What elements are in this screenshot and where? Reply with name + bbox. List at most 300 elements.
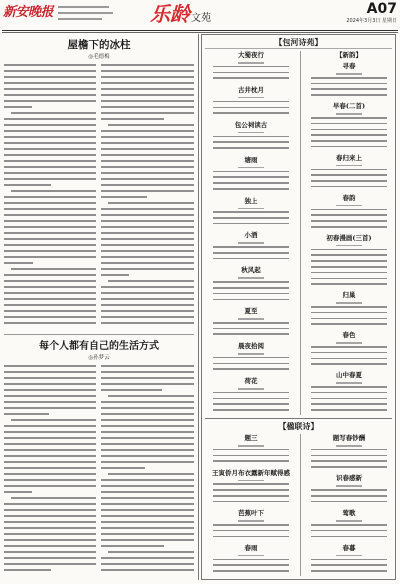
verse-line — [311, 346, 386, 348]
verse-line — [311, 220, 386, 222]
text-line — [4, 365, 96, 367]
text-line — [4, 208, 96, 210]
poem-title: 秋风起 — [241, 266, 261, 275]
text-line — [4, 262, 33, 264]
text-line — [101, 407, 194, 409]
poem-author-line — [238, 555, 264, 557]
verse-line — [311, 352, 386, 354]
text-line — [101, 250, 194, 252]
verse-line — [213, 536, 288, 538]
poem-author-line — [336, 113, 362, 115]
text-line — [101, 557, 194, 559]
poem — [302, 331, 396, 369]
text-line — [11, 268, 96, 270]
verse-line — [311, 140, 386, 142]
poem-author-line — [238, 445, 264, 447]
page-number: A07 — [366, 1, 397, 17]
text-line — [101, 298, 194, 300]
text-line — [101, 220, 194, 222]
text-line — [101, 70, 194, 72]
verse-line — [311, 226, 386, 228]
verse-line — [213, 357, 288, 359]
text-line — [101, 190, 194, 192]
text-line — [11, 419, 96, 421]
article-body-column — [101, 64, 194, 330]
verse-line — [311, 146, 386, 148]
verse-line — [213, 252, 288, 254]
poem-title: 荷花 — [244, 377, 258, 385]
text-line — [101, 148, 194, 150]
poem-author-line — [238, 318, 264, 320]
text-line — [4, 160, 96, 162]
text-line — [101, 76, 194, 78]
poem-author-line — [336, 445, 362, 447]
text-line — [4, 82, 96, 84]
verse-line — [213, 182, 288, 184]
text-line — [101, 479, 194, 481]
verse-line — [213, 217, 288, 219]
poem — [204, 342, 298, 374]
text-line — [101, 449, 194, 451]
verse-line — [311, 180, 386, 182]
verse-line — [311, 214, 386, 216]
poem-title: 独上 — [244, 196, 258, 205]
verse-line — [213, 363, 288, 365]
text-line — [101, 455, 194, 457]
poem-author-line — [238, 353, 264, 355]
text-line — [101, 214, 194, 216]
verse-line — [213, 564, 288, 566]
text-line — [101, 383, 194, 385]
poem-title: 夏至 — [244, 307, 258, 316]
text-line — [4, 491, 32, 493]
poem — [302, 234, 396, 289]
verse-line — [311, 392, 386, 394]
poem — [204, 509, 298, 541]
text-line — [4, 473, 96, 475]
verse-line — [311, 501, 386, 503]
verse-line — [311, 254, 386, 256]
text-line — [4, 425, 96, 427]
text-line — [4, 310, 96, 312]
text-line — [101, 130, 194, 132]
poem-author-line — [238, 480, 264, 482]
text-line — [101, 166, 194, 168]
text-line — [4, 148, 96, 150]
verse-line — [311, 559, 386, 561]
verse-line — [311, 536, 386, 538]
verse-line — [213, 392, 288, 394]
text-line — [4, 256, 96, 258]
text-line — [101, 64, 194, 66]
verse-line — [213, 495, 288, 497]
text-line — [4, 118, 96, 120]
text-line — [4, 142, 96, 144]
text-line — [4, 166, 96, 168]
text-line — [101, 419, 194, 421]
masthead-info — [58, 6, 113, 24]
article-title: 屋檐下的冰柱 — [67, 39, 131, 51]
text-line — [4, 569, 51, 571]
verse-line — [213, 333, 288, 335]
text-line — [101, 100, 194, 102]
verse-line — [213, 530, 288, 532]
text-line — [4, 455, 96, 457]
text-line — [11, 497, 96, 499]
verse-line — [311, 495, 386, 497]
poem-author-line — [238, 388, 264, 390]
section-title — [150, 2, 211, 31]
verse-line — [213, 72, 288, 74]
verse-line — [213, 107, 288, 109]
text-line — [4, 280, 96, 282]
text-line — [101, 539, 194, 541]
verse-line — [213, 136, 288, 138]
poem-author-line — [238, 62, 264, 64]
text-line — [101, 208, 194, 210]
article-author: ◎毛德梅 — [88, 54, 110, 60]
text-line — [108, 473, 194, 475]
text-line — [101, 545, 164, 547]
poem-author-line — [238, 520, 264, 522]
poem-author-line — [238, 277, 264, 279]
text-line — [101, 160, 194, 162]
text-line — [101, 196, 147, 198]
column-divider — [198, 34, 199, 580]
text-line — [101, 316, 194, 318]
poem-author-line — [336, 520, 362, 522]
text-line — [4, 551, 96, 553]
poem-title: 古井枕月 — [238, 85, 264, 94]
text-line — [101, 413, 194, 415]
poem-author-line — [336, 165, 362, 167]
poem-title: 芭蕉叶下 — [238, 509, 264, 518]
verse-line — [311, 403, 386, 405]
text-line — [58, 12, 113, 14]
text-line — [4, 371, 96, 373]
text-line — [101, 431, 194, 433]
verse-line — [213, 281, 288, 283]
verse-line — [213, 489, 288, 491]
verse-line — [213, 403, 288, 405]
poem-author-line — [336, 245, 362, 247]
text-line — [101, 304, 194, 306]
issue-date: 2024年3月3日 星期日 — [346, 18, 397, 24]
poem — [302, 544, 396, 576]
verse-line — [213, 188, 288, 190]
verse-line — [213, 101, 288, 103]
article-title: 每个人都有自己的生活方式 — [39, 341, 159, 352]
verse-line — [213, 398, 288, 400]
verse-line — [213, 293, 288, 295]
column-divider — [300, 51, 301, 415]
poem-author-line — [336, 302, 362, 304]
poem — [204, 156, 298, 194]
text-line — [108, 551, 194, 553]
poem — [204, 434, 298, 466]
poetry-section-header: 【包河诗苑】 — [274, 37, 323, 47]
text-line — [4, 316, 96, 318]
verse-line — [213, 171, 288, 173]
text-line — [4, 76, 96, 78]
poem — [302, 474, 396, 506]
verse-line — [213, 147, 288, 149]
text-line — [4, 437, 96, 439]
text-line — [4, 136, 96, 138]
poem — [204, 377, 298, 415]
text-line — [101, 503, 194, 505]
verse-line — [311, 129, 386, 131]
text-line — [101, 401, 194, 403]
poem-title: 春暮 — [342, 543, 356, 552]
verse-line — [311, 174, 386, 176]
poem-author-line — [238, 97, 264, 99]
poem-title: 春韵 — [342, 193, 356, 202]
poem — [302, 62, 396, 100]
text-line — [101, 322, 194, 324]
text-line — [4, 130, 96, 132]
poem-title: 归巢 — [342, 291, 356, 300]
text-line — [101, 238, 194, 240]
verse-line — [311, 278, 386, 280]
verse-line — [213, 559, 288, 561]
text-line — [4, 172, 96, 174]
text-line — [101, 310, 194, 312]
poem-title: 包公祠读古 — [234, 120, 268, 129]
poem — [302, 291, 396, 329]
verse-line — [213, 176, 288, 178]
text-line — [4, 214, 96, 216]
verse-line — [213, 141, 288, 143]
verse-line — [311, 398, 386, 400]
verse-line — [311, 266, 386, 268]
text-line — [4, 503, 96, 505]
poem-author-line — [336, 342, 362, 344]
text-line — [4, 274, 96, 276]
text-line — [58, 18, 102, 20]
text-line — [4, 479, 96, 481]
poem-title: 塘雨 — [244, 155, 258, 164]
text-line — [4, 527, 96, 529]
text-line — [101, 94, 194, 96]
verse-line — [311, 323, 386, 325]
text-line — [108, 280, 194, 282]
text-line — [108, 395, 194, 397]
text-line — [4, 298, 96, 300]
verse-line — [311, 186, 386, 188]
poem-title: 晨夜拾阅 — [238, 342, 264, 351]
text-line — [4, 250, 96, 252]
verse-line — [311, 77, 386, 79]
poem-column — [204, 434, 298, 576]
verse-line — [311, 449, 386, 451]
poem-author-line — [336, 73, 362, 75]
poem-title: 识春感新 — [336, 474, 362, 483]
text-line — [4, 515, 96, 517]
text-line — [101, 136, 194, 138]
text-line — [4, 196, 96, 198]
poem — [204, 307, 298, 339]
text-line — [101, 461, 194, 463]
poem-author-line — [238, 242, 264, 244]
text-line — [4, 509, 96, 511]
text-line — [4, 521, 96, 523]
verse-line — [311, 409, 386, 411]
text-line — [4, 202, 96, 204]
text-line — [101, 371, 194, 373]
text-line — [4, 292, 96, 294]
poem-author-line — [336, 205, 362, 207]
poem — [204, 121, 298, 153]
text-line — [101, 377, 194, 379]
text-line — [101, 88, 194, 90]
verse-line — [311, 460, 386, 462]
poem-column — [302, 434, 396, 576]
poem-author-line — [238, 132, 264, 134]
verse-line — [311, 306, 386, 308]
poem — [302, 154, 396, 192]
article-body-column — [4, 365, 96, 579]
verse-line — [213, 455, 288, 457]
poem — [204, 469, 298, 507]
text-line — [4, 383, 96, 385]
text-line — [4, 322, 96, 324]
verse-line — [213, 66, 288, 68]
verse-line — [311, 455, 386, 457]
verse-line — [311, 570, 386, 572]
verse-line — [311, 94, 386, 96]
poem — [204, 86, 298, 118]
verse-line — [311, 272, 386, 274]
text-line — [101, 497, 194, 499]
poem-author-line — [336, 382, 362, 384]
header-rule — [2, 32, 398, 33]
poem — [302, 194, 396, 232]
verse-line — [311, 530, 386, 532]
column-divider — [300, 434, 301, 576]
poem-title: 题三 — [244, 434, 258, 442]
header-rule — [2, 30, 398, 31]
text-line — [4, 106, 32, 108]
verse-line — [213, 77, 288, 79]
verse-line — [213, 483, 288, 485]
poem-column — [204, 51, 298, 415]
verse-line — [213, 258, 288, 260]
header-rule — [205, 48, 392, 49]
text-line — [101, 256, 194, 258]
verse-line — [311, 466, 386, 468]
text-line — [101, 563, 194, 565]
poem — [302, 371, 396, 415]
text-line — [4, 88, 96, 90]
poem-title: 山中春夏 — [336, 371, 362, 380]
verse-line — [213, 460, 288, 462]
verse-line — [213, 328, 288, 330]
newspaper-logo: 新安晚报 — [3, 5, 54, 20]
poem-title: 莺歌 — [342, 509, 356, 518]
text-line — [4, 563, 96, 565]
verse-line — [311, 283, 386, 285]
poem-title: 春雨 — [244, 543, 258, 552]
text-line — [4, 286, 96, 288]
text-line — [101, 569, 194, 571]
verse-line — [213, 368, 288, 370]
text-line — [101, 437, 194, 439]
text-line — [4, 94, 96, 96]
verse-line — [311, 123, 386, 125]
verse-line — [213, 449, 288, 451]
poem-author-line — [238, 167, 264, 169]
text-line — [4, 407, 96, 409]
text-line — [58, 6, 109, 8]
text-line — [4, 533, 96, 535]
verse-line — [311, 564, 386, 566]
text-line — [101, 467, 145, 469]
verse-line — [311, 88, 386, 90]
poem-title: 大蜀夜行 — [238, 51, 264, 59]
text-line — [101, 527, 194, 529]
text-line — [4, 395, 96, 397]
text-line — [4, 220, 96, 222]
text-line — [101, 485, 194, 487]
text-line — [4, 232, 96, 234]
verse-line — [311, 489, 386, 491]
text-line — [108, 202, 194, 204]
text-line — [11, 112, 96, 114]
text-line — [4, 244, 96, 246]
poem — [204, 231, 298, 263]
poem-title: 春色 — [342, 331, 356, 340]
poem-title: 寻春 — [342, 62, 356, 71]
text-line — [11, 190, 96, 192]
text-line — [101, 292, 194, 294]
text-line — [101, 443, 194, 445]
verse-line — [213, 409, 288, 411]
text-line — [4, 304, 96, 306]
verse-line — [213, 322, 288, 324]
poem-title: 春归来上 — [336, 153, 362, 162]
text-line — [101, 268, 194, 270]
text-line — [4, 70, 96, 72]
verse-line — [311, 524, 386, 526]
verse-line — [213, 112, 288, 114]
text-line — [101, 154, 194, 156]
poem — [302, 509, 396, 541]
text-line — [4, 539, 96, 541]
verse-line — [213, 501, 288, 503]
poem — [204, 544, 298, 576]
text-line — [108, 124, 194, 126]
text-line — [4, 154, 96, 156]
poem — [302, 102, 396, 151]
text-line — [101, 425, 194, 427]
poem-author-line — [336, 485, 362, 487]
verse-line — [311, 363, 386, 365]
text-line — [101, 184, 194, 186]
verse-line — [311, 117, 386, 119]
verse-line — [213, 524, 288, 526]
poem-subsection-header: 【新韵】 — [336, 51, 362, 59]
verse-line — [311, 312, 386, 314]
poem-title: 王寅侨月布衣露新年赋得感 — [212, 468, 290, 477]
text-line — [4, 377, 96, 379]
text-line — [4, 401, 96, 403]
text-line — [101, 118, 164, 120]
text-line — [101, 286, 194, 288]
poem-title: 初春漫画(三首) — [326, 233, 372, 242]
text-line — [101, 106, 194, 108]
text-line — [4, 461, 96, 463]
